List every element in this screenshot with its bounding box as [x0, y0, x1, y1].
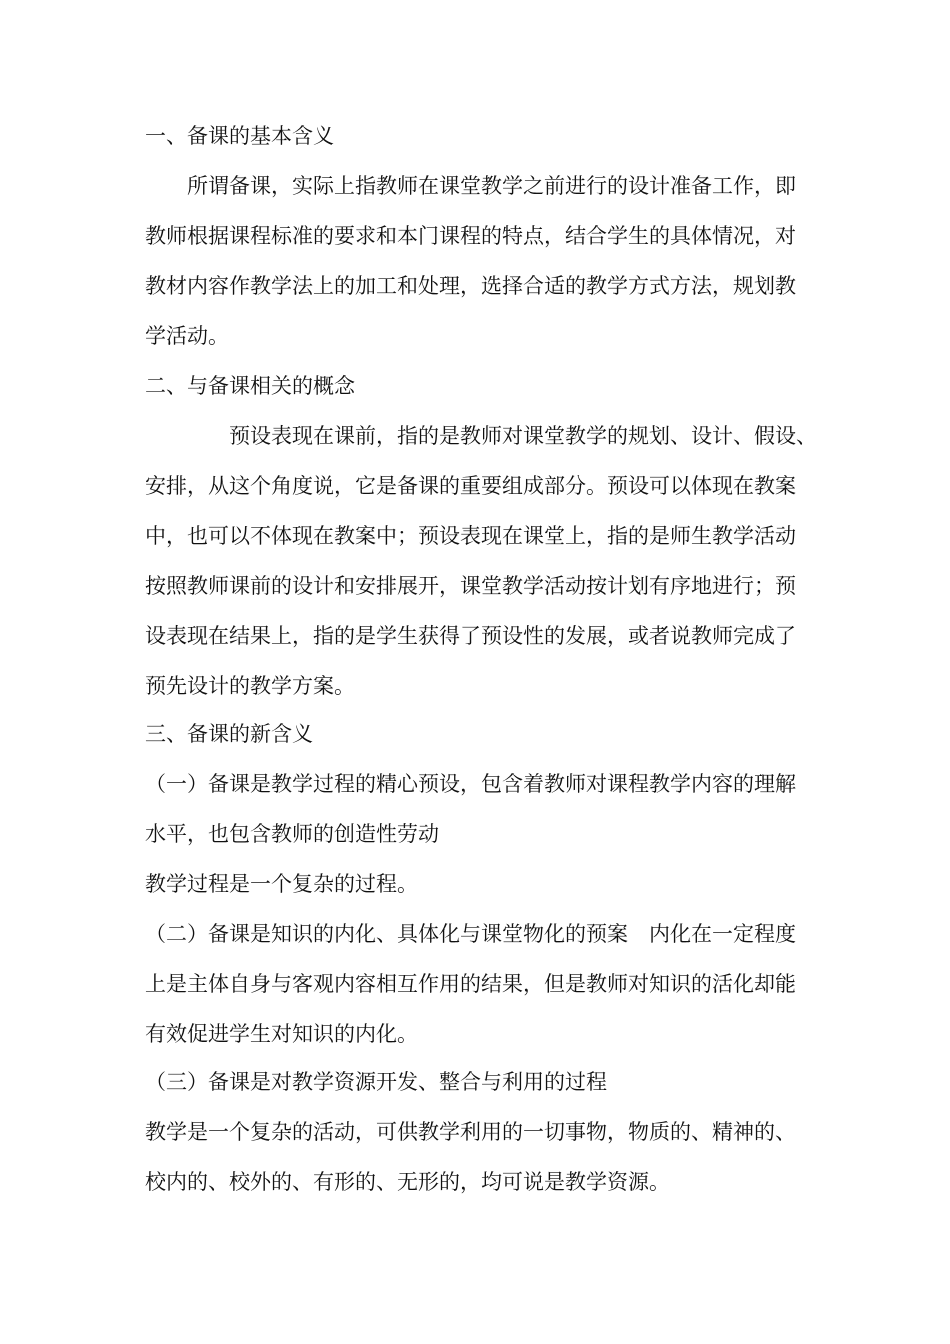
section-heading-3: 三、备课的新含义	[145, 722, 313, 746]
paragraph-line: 按照教师课前的设计和安排展开，课堂教学活动按计划有序地进行；预	[145, 574, 796, 598]
paragraph-line: 教材内容作教学法上的加工和处理，选择合适的教学方式方法，规划教	[145, 274, 796, 298]
paragraph-line: 有效促进学生对知识的内化。	[145, 1022, 418, 1046]
subheading-line: （一）备课是教学过程的精心预设，包含着教师对课程教学内容的理解	[145, 772, 796, 796]
paragraph-line: 教学过程是一个复杂的过程。	[145, 872, 418, 896]
paragraph-line: 安排，从这个角度说，它是备课的重要组成部分。预设可以体现在教案	[145, 474, 796, 498]
subheading-line: （三）备课是对教学资源开发、整合与利用的过程	[145, 1070, 607, 1094]
section-heading-2: 二、与备课相关的概念	[145, 374, 355, 398]
paragraph-line: 中，也可以不体现在教案中；预设表现在课堂上，指的是师生教学活动	[145, 524, 796, 548]
paragraph-line: 学活动。	[145, 324, 229, 348]
paragraph-line: 预设表现在课前，指的是教师对课堂教学的规划、设计、假设、	[145, 424, 817, 448]
paragraph-line: 校内的、校外的、有形的、无形的，均可说是教学资源。	[145, 1170, 670, 1194]
paragraph-line: 教学是一个复杂的活动，可供教学利用的一切事物，物质的、精神的、	[145, 1120, 796, 1144]
paragraph-line: 设表现在结果上，指的是学生获得了预设性的发展，或者说教师完成了	[145, 624, 796, 648]
subheading-line: （二）备课是知识的内化、具体化与课堂物化的预案 内化在一定程度	[145, 922, 796, 946]
paragraph-line: 所谓备课，实际上指教师在课堂教学之前进行的设计准备工作，即	[145, 174, 796, 198]
section-heading-1: 一、备课的基本含义	[145, 124, 334, 148]
subheading-line: 水平，也包含教师的创造性劳动	[145, 822, 439, 846]
paragraph-line: 上是主体自身与客观内容相互作用的结果，但是教师对知识的活化却能	[145, 972, 796, 996]
paragraph-line: 预先设计的教学方案。	[145, 674, 355, 698]
paragraph-line: 教师根据课程标准的要求和本门课程的特点，结合学生的具体情况，对	[145, 224, 796, 248]
